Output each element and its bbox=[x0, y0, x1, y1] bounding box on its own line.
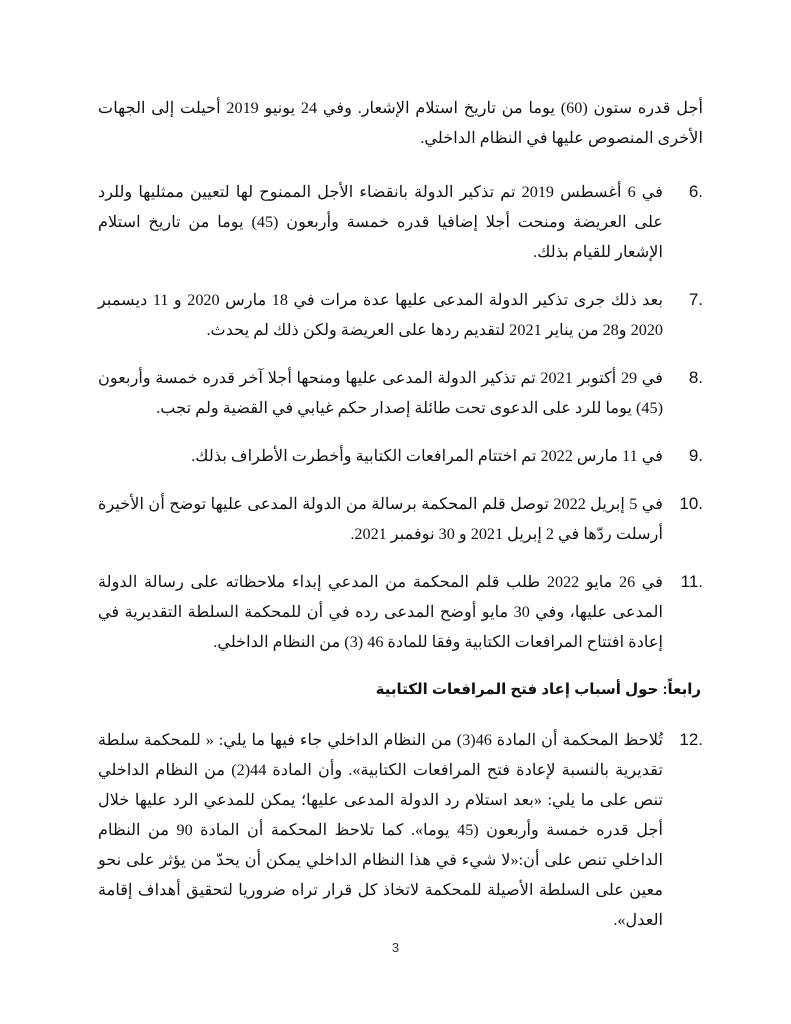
paragraph-number: 6. bbox=[688, 182, 703, 201]
paragraph-number: 8. bbox=[688, 368, 703, 387]
page-number: 3 bbox=[391, 940, 400, 955]
paragraph-text: تُلاحظ المحكمة أن المادة 46(3) من النظام الداخلي جاء فيها ما يلي: « للمحكمة سلطة تقديرية بالنسبة لإعادة فتح المرافعات الكتابية». وأن المادة 44(2) من النظام الداخلي تنص على ما يلي: «بعد استلام رد الدولة المدعى عليها؛ يمكن للمدعي الرد عليها خلال أجل قدره خمسة وأربعون (45 يوما». كما تلاحظ المحكمة أن المادة 90 من النظام الداخلي تنص على أن:«لا شيء في هذا النظام الداخلي يمكن أن يحدّ من يؤثر على نحو معين على السلطة الأصيلة للمحكمة لاتخاذ كل قرار تراه ضروريا لتحقيق أهداف إقامة العدل». bbox=[98, 731, 664, 929]
paragraph-text: في 5 إبريل 2022 توصل قلم المحكمة برسالة من الدولة المدعى عليها توضح أن الأخيرة أرسلت ردّها في 2 إبريل 2021 و 30 نوفمبر 2021. bbox=[98, 495, 664, 543]
paragraph-number: 10. bbox=[679, 494, 703, 513]
section-heading: رابعاً: حول أسباب إعاد فتح المرافعات الكتابية bbox=[375, 681, 701, 698]
paragraph-text: في 29 أكتوبر 2021 تم تذكير الدولة المدعى عليها ومنحها أجلا آخر قدره خمسة وأربعون (45) يوما للرد على الدعوى تحت طائلة إصدار حكم غيابي في القضية ولم تجب. bbox=[98, 369, 664, 417]
paragraph-text: في 11 مارس 2022 تم اختتام المرافعات الكتابية وأخطرت الأطراف بذلك. bbox=[191, 447, 663, 465]
numbered-paragraph-6 bbox=[98, 177, 705, 267]
numbered-paragraph-10 bbox=[98, 489, 705, 549]
numbered-paragraph-9 bbox=[98, 441, 705, 471]
paragraph-number: 11. bbox=[680, 572, 703, 591]
numbered-paragraph-7 bbox=[98, 285, 705, 345]
numbered-paragraph-8 bbox=[98, 363, 705, 423]
paragraph-text: في 6 أغسطس 2019 تم تذكير الدولة بانقضاء الأجل الممنوح لها لتعيين ممثليها وللرد على العريضة ومنحت أجلا إضافيا قدره خمسة وأربعون (45) يوما من تاريخ استلام الإشعار للقيام بذلك. bbox=[98, 183, 663, 261]
paragraph-text: في 26 مايو 2022 طلب قلم المحكمة من المدعي إبداء ملاحظاته على رسالة الدولة المدعى عليها، وفي 30 مايو أوضح المدعى رده في أن للمحكمة السلطة التقديرية في إعادة افتتاح المرافعات الكتابية وفقا للمادة 46 (3) من النظام الداخلي. bbox=[98, 573, 663, 651]
paragraph-number: 9. bbox=[688, 446, 703, 465]
document-body bbox=[98, 93, 705, 953]
continuation-paragraph: أجل قدره ستون (60) يوما من تاريخ استلام الإشعار. وفي 24 يونيو 2019 أحيلت إلى الجهات الأخرى المنصوص عليها في النظام الداخلي. bbox=[98, 99, 704, 147]
numbered-paragraph-11 bbox=[98, 567, 705, 657]
paragraph-number: 7. bbox=[688, 290, 703, 309]
numbered-paragraph-12 bbox=[98, 725, 705, 935]
paragraph-number: 12. bbox=[679, 730, 703, 749]
paragraph-text: بعد ذلك جرى تذكير الدولة المدعى عليها عدة مرات في 18 مارس 2020 و 11 ديسمبر 2020 و28 من يناير 2021 لتقديم ردها على العريضة ولكن ذلك لم يحدث. bbox=[98, 291, 663, 339]
